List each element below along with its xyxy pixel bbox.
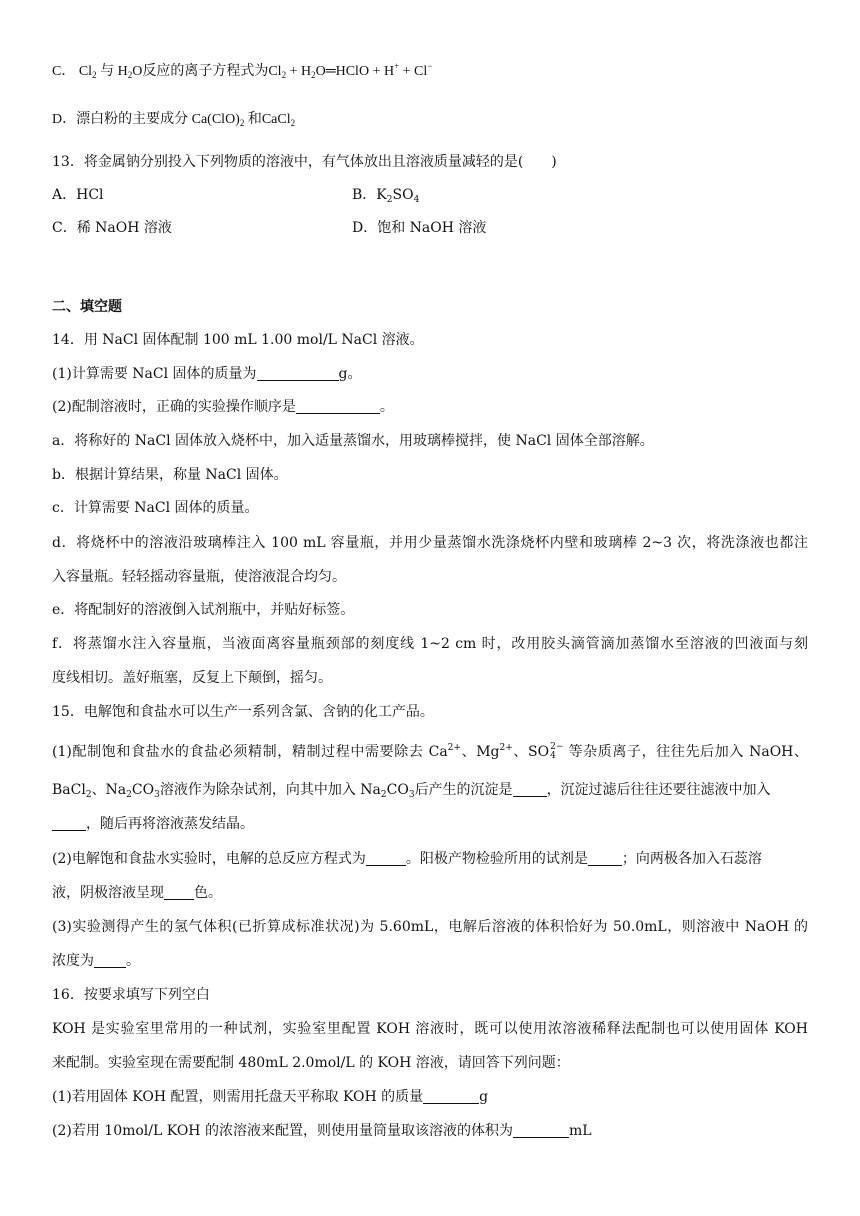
- q14-stem: 14．用 NaCl 固体配制 100 mL 1.00 mol/L NaCl 溶液。: [52, 332, 424, 348]
- q13-option-b: B．$K_2SO_4$: [352, 187, 420, 205]
- answer-blank[interactable]: [257, 366, 339, 381]
- q14-step-f-line1: f．将蒸馏水注入容量瓶，当液面离容量瓶颈部的刻度线 1~2 cm 时，改用胶头滴管滴加蒸馏水至溶液的凹液面与刻: [52, 636, 808, 652]
- q16-intro-line1: KOH 是实验室里常用的一种试剂，实验室里配置 KOH 溶液时，既可以使用浓溶液稀释法配制也可以使用固体 KOH: [52, 1021, 808, 1037]
- q13-option-a: A．HCl: [52, 187, 104, 203]
- q15-part2-line2: 液，阴极溶液呈现 色。: [52, 885, 222, 901]
- q14-step-a: a．将称好的 NaCl 固体放入烧杯中，加入适量蒸馏水，用玻璃棒搅拌，使 NaCl 固体全部溶解。: [52, 433, 654, 449]
- answer-blank[interactable]: [513, 782, 547, 797]
- q14-part2: (2)配制溶液时，正确的实验操作顺序是 。: [52, 399, 394, 415]
- q16-stem: 16．按要求填写下列空白: [52, 987, 210, 1003]
- answer-blank[interactable]: [52, 816, 86, 831]
- q14-step-c: c．计算需要 NaCl 固体的质量。: [52, 500, 259, 516]
- q16-intro-line2: 来配制。实验室现在需要配制 480mL 2.0mol/L 的 KOH 溶液，请回答下列问题：: [52, 1055, 570, 1071]
- q16-part1: (1)若用固体 KOH 配置，则需用托盘天平称取 KOH 的质量 g: [52, 1089, 489, 1105]
- q14-step-d-line2: 入容量瓶。轻轻摇动容量瓶，使溶液混合均匀。: [52, 569, 346, 585]
- q15-part3-line2: 浓度为 。: [52, 953, 140, 969]
- answer-blank[interactable]: [366, 851, 406, 866]
- answer-blank[interactable]: [164, 885, 194, 900]
- answer-blank[interactable]: [296, 399, 380, 414]
- q14-part1: (1)计算需要 NaCl 固体的质量为 g。: [52, 366, 362, 382]
- q16-part2: (2)若用 10mol/L KOH 的浓溶液来配置，则使用量筒量取该溶液的体积为 mL: [52, 1123, 592, 1139]
- q12-option-c: C． $Cl_2$ 与 $H_2O$反应的离子方程式为$Cl_2$ + $H_2O═HClO + H^+ + Cl^-$: [52, 61, 433, 80]
- answer-blank[interactable]: [94, 953, 126, 968]
- q14-step-b: b．根据计算结果，称量 NaCl 固体。: [52, 467, 288, 483]
- q15-part3-line1: (3)实验测得产生的氢气体积(已折算成标准状况)为 5.60mL，电解后溶液的体积恰好为 50.0mL，则溶液中 NaOH 的: [52, 919, 808, 935]
- answer-blank[interactable]: [423, 1089, 479, 1104]
- q14-step-f-line2: 度线相切。盖好瓶塞，反复上下颠倒，摇匀。: [52, 670, 332, 686]
- q15-part2-line1: (2)电解饱和食盐水实验时，电解的总反应方程式为 。阳极产物检验所用的试剂是 ；向两极各加入石蕊溶: [52, 851, 762, 867]
- q13-option-d: D．饱和 NaOH 溶液: [352, 220, 487, 236]
- q15-part1-line1: (1)配制饱和食盐水的食盐必须精制，精制过程中需要除去 $Ca^{2+}$、$Mg^{2+}$、SO 2− 4 等杂质离子，往往先后加入 NaOH、: [52, 742, 809, 761]
- q13-stem: 13．将金属钠分别投入下列物质的溶液中，有气体放出且溶液质量减轻的是( ): [52, 154, 557, 170]
- answer-blank[interactable]: [588, 851, 622, 866]
- q15-part1-line2: BaCl$_2$、$Na_2CO_3$溶液作为除杂试剂，向其中加入 $Na_2CO_3$后产生的沉淀是 ，沉淀过滤后往往还要往滤液中加入: [52, 782, 771, 800]
- q13-option-c: C．稀 NaOH 溶液: [52, 220, 172, 236]
- q15-stem: 15．电解饱和食盐水可以生产一系列含氯、含钠的化工产品。: [52, 704, 434, 720]
- q12-option-d: D．漂白粉的主要成分 $Ca(ClO)_2$ 和CaCl$_2$: [52, 112, 296, 128]
- q14-step-e: e．将配制好的溶液倒入试剂瓶中，并贴好标签。: [52, 602, 355, 618]
- q15-part1-line3: ，随后再将溶液蒸发结晶。: [52, 814, 254, 834]
- section-title: 二、填空题: [52, 299, 122, 315]
- answer-blank[interactable]: [513, 1123, 569, 1138]
- q14-step-d-line1: d．将烧杯中的溶液沿玻璃棒注入 100 mL 容量瓶，并用少量蒸馏水洗涤烧杯内壁和玻璃棒 2~3 次，将洗涤液也都注: [52, 535, 808, 551]
